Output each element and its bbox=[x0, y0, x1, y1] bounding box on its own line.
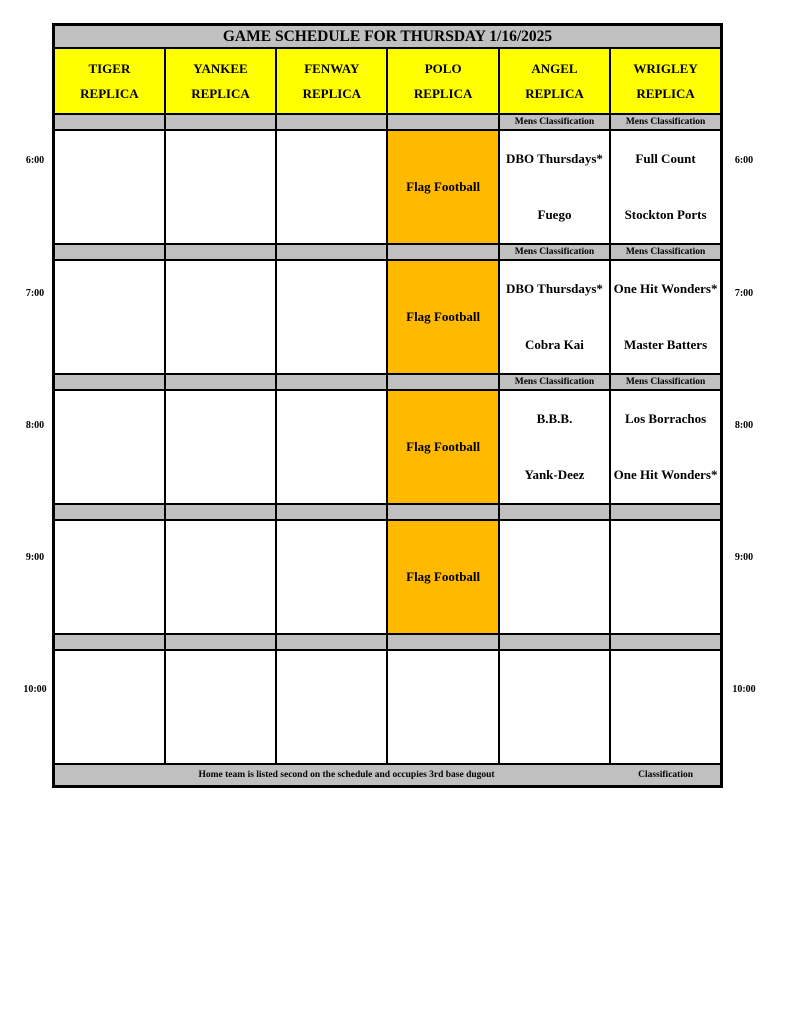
game-cell bbox=[165, 130, 276, 244]
matchup bbox=[277, 391, 386, 503]
classification-label bbox=[387, 374, 498, 390]
classification-label: Mens Classification bbox=[499, 374, 610, 390]
field-header-angel bbox=[499, 48, 610, 114]
classification-label bbox=[499, 634, 610, 650]
game-cell bbox=[499, 390, 610, 504]
classification-label bbox=[276, 374, 387, 390]
field-header-yankee bbox=[165, 48, 276, 114]
classification-label bbox=[54, 504, 165, 520]
footer-legend: Classification bbox=[638, 770, 693, 780]
away-team: DBO Thursdays* bbox=[506, 151, 603, 166]
field-sub: REPLICA bbox=[636, 86, 695, 101]
time-label-right: 6:00 bbox=[734, 155, 754, 166]
game-cell bbox=[610, 650, 721, 764]
event-label: Flag Football bbox=[406, 309, 481, 324]
game-cell bbox=[387, 650, 498, 764]
matchup bbox=[611, 391, 720, 503]
event-cell bbox=[387, 260, 498, 374]
classification-label bbox=[276, 634, 387, 650]
classification-label bbox=[610, 504, 721, 520]
away-team: Full Count bbox=[635, 151, 696, 166]
time-label-right: 7:00 bbox=[734, 288, 754, 299]
classification-label bbox=[276, 114, 387, 130]
time-label-left: 6:00 bbox=[25, 155, 45, 166]
matchup bbox=[166, 521, 275, 633]
field-header-fenway bbox=[276, 48, 387, 114]
game-cell bbox=[165, 390, 276, 504]
matchup bbox=[55, 651, 164, 763]
classification-label: Mens Classification bbox=[610, 114, 721, 130]
classification-label bbox=[165, 374, 276, 390]
game-cell bbox=[54, 130, 165, 244]
game-cell bbox=[499, 520, 610, 634]
game-cell bbox=[165, 520, 276, 634]
matchup bbox=[166, 131, 275, 243]
game-cell bbox=[499, 260, 610, 374]
field-name: POLO bbox=[424, 61, 462, 76]
matchup bbox=[166, 651, 275, 763]
field-name: FENWAY bbox=[304, 61, 360, 76]
footer-note-row bbox=[54, 764, 722, 787]
home-team: Fuego bbox=[537, 207, 572, 222]
game-cell bbox=[499, 650, 610, 764]
classification-label: Mens Classification bbox=[610, 244, 721, 260]
schedule-sheet bbox=[52, 23, 723, 788]
classification-label: Mens Classification bbox=[499, 114, 610, 130]
game-cell bbox=[276, 130, 387, 244]
event-cell bbox=[387, 130, 498, 244]
field-name: YANKEE bbox=[193, 61, 248, 76]
matchup bbox=[611, 651, 720, 763]
away-team: DBO Thursdays* bbox=[506, 281, 603, 296]
event-label: Flag Football bbox=[406, 439, 481, 454]
field-sub: REPLICA bbox=[525, 86, 584, 101]
classification-label bbox=[276, 504, 387, 520]
matchup bbox=[277, 651, 386, 763]
event-label: Flag Football bbox=[406, 179, 481, 194]
time-label-right: 9:00 bbox=[734, 552, 754, 563]
home-team: Master Batters bbox=[623, 337, 708, 352]
classification-label bbox=[610, 634, 721, 650]
matchup bbox=[388, 651, 497, 763]
game-cell bbox=[54, 520, 165, 634]
away-team: One Hit Wonders* bbox=[613, 281, 718, 296]
matchup bbox=[611, 131, 720, 243]
matchup bbox=[55, 521, 164, 633]
game-cell bbox=[610, 130, 721, 244]
field-header-wrigley bbox=[610, 48, 721, 114]
game-cell bbox=[54, 260, 165, 374]
time-label-right: 10:00 bbox=[732, 684, 756, 695]
classification-label bbox=[387, 244, 498, 260]
matchup bbox=[500, 521, 609, 633]
away-team: B.B.B. bbox=[536, 411, 573, 426]
home-team: Cobra Kai bbox=[525, 337, 584, 352]
time-label-left: 10:00 bbox=[23, 684, 47, 695]
classification-label bbox=[54, 634, 165, 650]
time-label-left: 7:00 bbox=[25, 288, 45, 299]
game-cell bbox=[276, 390, 387, 504]
game-cell bbox=[165, 260, 276, 374]
game-cell bbox=[165, 650, 276, 764]
matchup bbox=[500, 261, 609, 373]
matchup bbox=[500, 651, 609, 763]
classification-label bbox=[165, 244, 276, 260]
home-team: Yank-Deez bbox=[524, 467, 585, 482]
home-team: Stockton Ports bbox=[624, 207, 707, 222]
field-sub: REPLICA bbox=[302, 86, 362, 101]
field-sub: REPLICA bbox=[80, 86, 139, 101]
field-name: WRIGLEY bbox=[633, 61, 698, 76]
event-cell bbox=[387, 390, 498, 504]
classification-label bbox=[54, 374, 165, 390]
game-cell bbox=[54, 650, 165, 764]
classification-label: Mens Classification bbox=[499, 244, 610, 260]
field-sub: REPLICA bbox=[191, 86, 250, 101]
matchup bbox=[500, 131, 609, 243]
home-team: One Hit Wonders* bbox=[613, 467, 718, 482]
matchup bbox=[277, 131, 386, 243]
classification-label bbox=[54, 244, 165, 260]
field-name: ANGEL bbox=[531, 61, 578, 76]
game-cell bbox=[499, 130, 610, 244]
footer-note: Home team is listed second on the schedule and occupies 3rd base dugout bbox=[198, 770, 495, 780]
game-cell bbox=[610, 390, 721, 504]
field-header-polo bbox=[387, 48, 498, 114]
matchup bbox=[55, 391, 164, 503]
event-label: Flag Football bbox=[406, 569, 481, 584]
classification-label: Mens Classification bbox=[610, 374, 721, 390]
event-cell bbox=[387, 520, 498, 634]
time-label-right: 8:00 bbox=[734, 420, 754, 431]
classification-label bbox=[276, 244, 387, 260]
time-label-left: 9:00 bbox=[25, 552, 45, 563]
classification-label bbox=[54, 114, 165, 130]
matchup bbox=[166, 261, 275, 373]
schedule-grid bbox=[52, 23, 723, 788]
classification-label bbox=[165, 634, 276, 650]
matchup bbox=[166, 391, 275, 503]
matchup bbox=[55, 261, 164, 373]
classification-label bbox=[387, 634, 498, 650]
time-label-left: 8:00 bbox=[25, 420, 45, 431]
classification-label bbox=[165, 114, 276, 130]
classification-label bbox=[387, 504, 498, 520]
matchup bbox=[277, 261, 386, 373]
classification-label bbox=[387, 114, 498, 130]
matchup bbox=[55, 131, 164, 243]
game-cell bbox=[276, 520, 387, 634]
field-name: TIGER bbox=[88, 61, 131, 76]
game-cell bbox=[610, 260, 721, 374]
page-title: GAME SCHEDULE FOR THURSDAY 1/16/2025 bbox=[54, 25, 722, 49]
game-cell bbox=[610, 520, 721, 634]
matchup bbox=[611, 261, 720, 373]
game-cell bbox=[276, 650, 387, 764]
field-sub: REPLICA bbox=[413, 86, 473, 101]
matchup bbox=[500, 391, 609, 503]
game-cell bbox=[54, 390, 165, 504]
field-header-tiger bbox=[54, 48, 165, 114]
matchup bbox=[611, 521, 720, 633]
game-cell bbox=[276, 260, 387, 374]
classification-label bbox=[165, 504, 276, 520]
matchup bbox=[277, 521, 386, 633]
classification-label bbox=[499, 504, 610, 520]
away-team: Los Borrachos bbox=[624, 411, 707, 426]
